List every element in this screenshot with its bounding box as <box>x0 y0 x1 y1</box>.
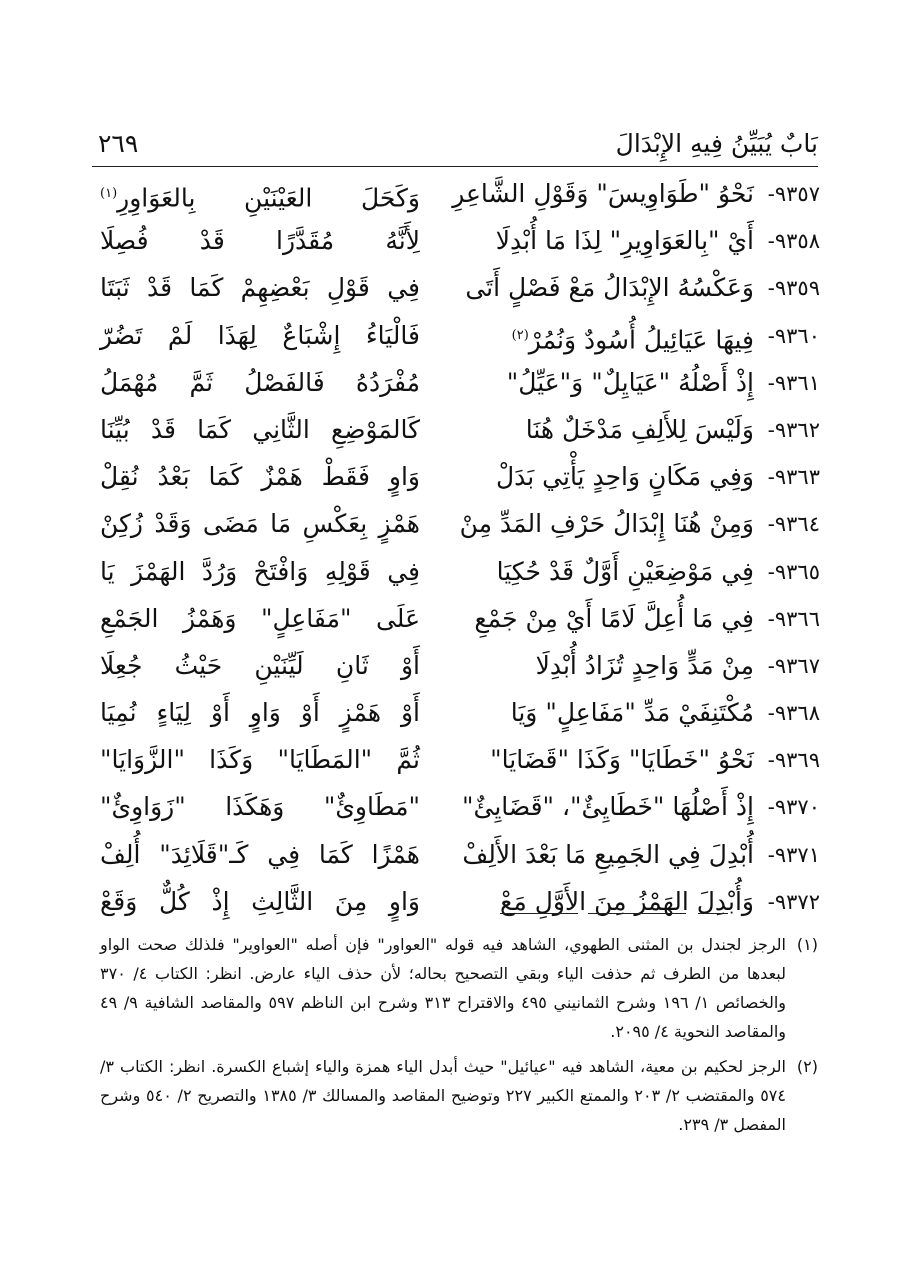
hemistich-text: وَأُبْدِلَ الهَمْزُ مِنَ الأَوَّلِ مَعْ <box>500 886 754 916</box>
verse-second-hemistich <box>100 225 420 257</box>
verse-number: ٩٣٧١- <box>767 842 820 867</box>
verse-line <box>100 312 820 359</box>
verse-number: ٩٣٦٦- <box>767 606 820 631</box>
verse-first-hemistich <box>424 603 754 635</box>
verse-second-hemistich <box>100 744 420 776</box>
hemistich-text: عَلَى "مَفَاعِلٍ" وَهَمْزُ الجَمْعِ <box>100 603 420 633</box>
hemistich-text: وَعَكْسُهُ الإِبْدَالُ مَعْ فَصْلٍ أَتَى <box>465 273 754 303</box>
footnote-number: (٢) <box>796 1057 818 1076</box>
verse-number: ٩٣٦٩- <box>767 748 820 773</box>
footnote-separator <box>588 913 686 914</box>
hemistich-text: مُكْتَنِفَيْ مَدِّ "مَفَاعِلٍ" وَيَا <box>510 698 754 728</box>
verse-first-hemistich <box>424 461 754 493</box>
verse-second-hemistich <box>100 508 420 540</box>
verse-line <box>100 548 820 595</box>
hemistich-text: كَالمَوْضِعِ الثَّانِي كَمَا قَدْ بُيِّنَا <box>100 414 420 444</box>
verse-second-hemistich <box>100 839 420 871</box>
hemistich-text: أَيْ "بِالعَوَاوِيرِ" لِذَا مَا أُبْدِلَا <box>495 226 754 256</box>
verse-first-hemistich <box>424 508 754 540</box>
verse-number: ٩٣٥٨- <box>767 229 820 254</box>
verse-number: ٩٣٦٣- <box>767 465 820 490</box>
running-header <box>92 124 818 164</box>
hemistich-text: فِي مَوْضِعَيْنِ أَوَّلٌ قَدْ حُكِيَا <box>496 556 754 586</box>
footnote-separator <box>500 913 578 914</box>
verse-line <box>100 878 820 925</box>
verse-second-hemistich <box>100 367 420 399</box>
verse-number: ٩٣٥٩- <box>767 276 820 301</box>
verse-first-hemistich <box>424 839 754 871</box>
verse-first-hemistich <box>424 744 754 776</box>
page-number: ٢٦٩ <box>98 129 139 158</box>
verse-number: ٩٣٦١- <box>767 370 820 395</box>
hemistich-text: وَاوٍ مِنَ الثَّالِثِ إِذْ كُلٌّ وَقَعْ <box>100 886 420 916</box>
verse-second-hemistich <box>100 791 420 823</box>
hemistich-text: هَمْزًا كَمَا فِي كَـ"قَلَائِدَ" أُلِفْ <box>100 839 420 869</box>
verse-line <box>100 831 820 878</box>
verse-second-hemistich <box>100 272 420 304</box>
verse-line <box>100 783 820 830</box>
verse-list <box>100 170 820 925</box>
footnote-separator <box>698 913 728 914</box>
hemistich-text: مِنْ مَدٍّ وَاحِدٍ تُزَادُ أُبْدِلَا <box>535 650 754 680</box>
verse-number: ٩٣٧٠- <box>767 795 820 820</box>
verse-number: ٩٣٦٢- <box>767 417 820 442</box>
footnote-text: الرجز لحكيم بن معية، الشاهد فيه "عيائيل" حيث أبدل الياء همزة والياء إشباع الكسرة. انظر: الكتاب ٣/ ٥٧٤ والمقتضب ٢/ ٢٠٣ والممتع الكبير ٢٢٧ وتوضيح المقاصد والمسالك ٣/ ١٣٨٥ والتصريح ٢/ ٥٤٠ وشرح المفصل ٣/ ٢٣٩. <box>100 1057 786 1134</box>
hemistich-text: نَحْوُ "خَطَايَا" وَكَذَا "قَضَايَا" <box>490 745 754 775</box>
hemistich-text: وَلَيْسَ لِلأَلِفِ مَدْخَلٌ هُنَا <box>525 414 754 444</box>
footnote-marker: (١) <box>100 186 118 201</box>
hemistich-text: هَمْزٍ بِعَكْسِ مَا مَضَى وَقَدْ زُكِنْ <box>100 509 420 539</box>
verse-number: ٩٣٦٧- <box>767 653 820 678</box>
footnote-marker: (٢) <box>511 327 529 343</box>
verse-number: ٩٣٥٧- <box>767 182 820 206</box>
hemistich-text: أَوْ هَمْزٍ أَوْ وَاوٍ أَوْ لِيَاءٍ نُمِيَا <box>100 698 420 728</box>
verse-first-hemistich <box>424 650 754 682</box>
footnote-item <box>100 930 818 1046</box>
verse-first-hemistich <box>424 556 754 588</box>
verse-second-hemistich <box>100 697 420 729</box>
verse-second-hemistich <box>100 650 420 682</box>
hemistich-text: فِي قَوْلِ بَعْضِهِمْ كَمَا قَدْ ثَبَتَا <box>100 273 420 303</box>
hemistich-text: إِذْ أَصْلُهَا "خَطَايِئٌ"، "قَضَايِئٌ" <box>462 792 754 822</box>
verse-line <box>100 406 820 453</box>
verse-first-hemistich <box>424 272 754 304</box>
verse-line <box>100 217 820 264</box>
hemistich-text: نَحْوُ "طَوَاوِيسَ" وَقَوْلِ الشَّاعِرِ <box>452 179 754 208</box>
verse-line <box>100 595 820 642</box>
verse-line <box>100 642 820 689</box>
footnote-text: الرجز لجندل بن المثنى الطهوي، الشاهد فيه قوله "العواور" فإن أصله "العواوير" فلذلك صحت الواو لبعدها من الطرف ثم حذفت الياء وبقي التصحيح بحاله؛ لأن حذف الياء عارض. انظر: الكتاب ٤/ ٣٧٠ والخصائص ١/ ١٩٦ وشرح الثمانيني ٤٩٥ والاقتراح ٣١٣ وشرح ابن الناظم ٥٩٧ والمقاصد الشافية ٩/ ٤٩ والمقاصد النحوية ٤/ ٢٠٩٥. <box>100 935 787 1041</box>
verse-first-hemistich <box>424 320 754 356</box>
verse-second-hemistich <box>100 886 420 918</box>
verse-first-hemistich <box>424 414 754 446</box>
hemistich-text: وَفِي مَكَانٍ وَاحِدٍ يَأْتِي بَدَلْ <box>495 462 754 492</box>
verse-first-hemistich <box>424 791 754 823</box>
verse-second-hemistich <box>100 556 420 588</box>
footnote-number: (١) <box>796 935 818 954</box>
verse-line <box>100 453 820 500</box>
verse-first-hemistich <box>424 697 754 729</box>
verse-line <box>100 359 820 406</box>
hemistich-text: لِأَنَّهُ مُقَدَّرًا قَدْ فُصِلَا <box>100 226 420 256</box>
hemistich-text: فِي مَا أُعِلَّ لَامًا أَيْ مِنْ جَمْعِ <box>474 603 754 633</box>
hemistich-text: مُفْرَدُهُ فَالفَصْلُ ثَمَّ مُهْمَلُ <box>100 367 420 397</box>
hemistich-text: فِي قَوْلِهِ وَافْتَحْ وَرُدَّ الهَمْزَ يَا <box>100 556 420 586</box>
hemistich-text: أَوْ ثَانِ لَيِّنَيْنِ حَيْثُ جُعِلَا <box>100 650 420 680</box>
header-divider <box>92 166 818 167</box>
verse-number: ٩٣٦٠- <box>767 323 820 348</box>
verse-second-hemistich <box>100 461 420 493</box>
verse-first-hemistich <box>424 225 754 257</box>
verse-line <box>100 689 820 736</box>
verse-line <box>100 736 820 783</box>
hemistich-text: وَاوٍ فَقَطْ هَمْزٌ كَمَا بَعْدُ نُقِلْ <box>100 462 420 492</box>
hemistich-text: وَمِنْ هُنَا إِبْدَالُ حَرْفِ المَدِّ مِنْ <box>459 509 754 539</box>
verse-number: ٩٣٦٨- <box>767 701 820 726</box>
verse-line <box>100 500 820 547</box>
chapter-title: بَابٌ يُبَيِّنُ فِيهِ الإِبْدَالَ <box>615 129 818 158</box>
verse-line <box>100 264 820 311</box>
hemistich-text: إِذْ أَصْلُهُ "عَيَايِلٌ" وَ"عَيِّلُ" <box>506 367 754 397</box>
hemistich-text: وَكَحَلَ العَيْنَيْنِ بِالعَوَاوِرِ <box>117 183 420 213</box>
verse-number: ٩٣٦٤- <box>767 512 820 537</box>
verse-number: ٩٣٧٢- <box>767 889 820 914</box>
verse-number: ٩٣٦٥- <box>767 559 820 584</box>
hemistich-text: أُبْدِلَ فِي الجَمِيعِ مَا بَعْدَ الأَلِفْ <box>462 839 754 869</box>
footnote-item <box>100 1052 818 1139</box>
verse-second-hemistich <box>100 603 420 635</box>
verse-second-hemistich <box>100 320 420 352</box>
verse-second-hemistich <box>100 178 420 214</box>
verse-line <box>100 170 820 217</box>
verse-first-hemistich <box>424 367 754 399</box>
hemistich-text: ثُمَّ "المَطَايَا" وَكَذَا "الزَّوَايَا" <box>100 745 420 775</box>
hemistich-text: فَالْيَاءُ إِشْبَاعٌ لِهَذَا لَمْ تَضُرّ <box>100 320 420 350</box>
verse-second-hemistich <box>100 414 420 446</box>
footnotes <box>100 930 818 1145</box>
hemistich-text: فِيهَا عَيَائِيلُ أُسُودٌ وَنُمُرْ <box>528 324 754 354</box>
verse-first-hemistich <box>424 178 754 210</box>
hemistich-text: "مَطَاوِئٌ" وَهَكَذَا "زَوَاوِئٌ" <box>100 792 420 822</box>
